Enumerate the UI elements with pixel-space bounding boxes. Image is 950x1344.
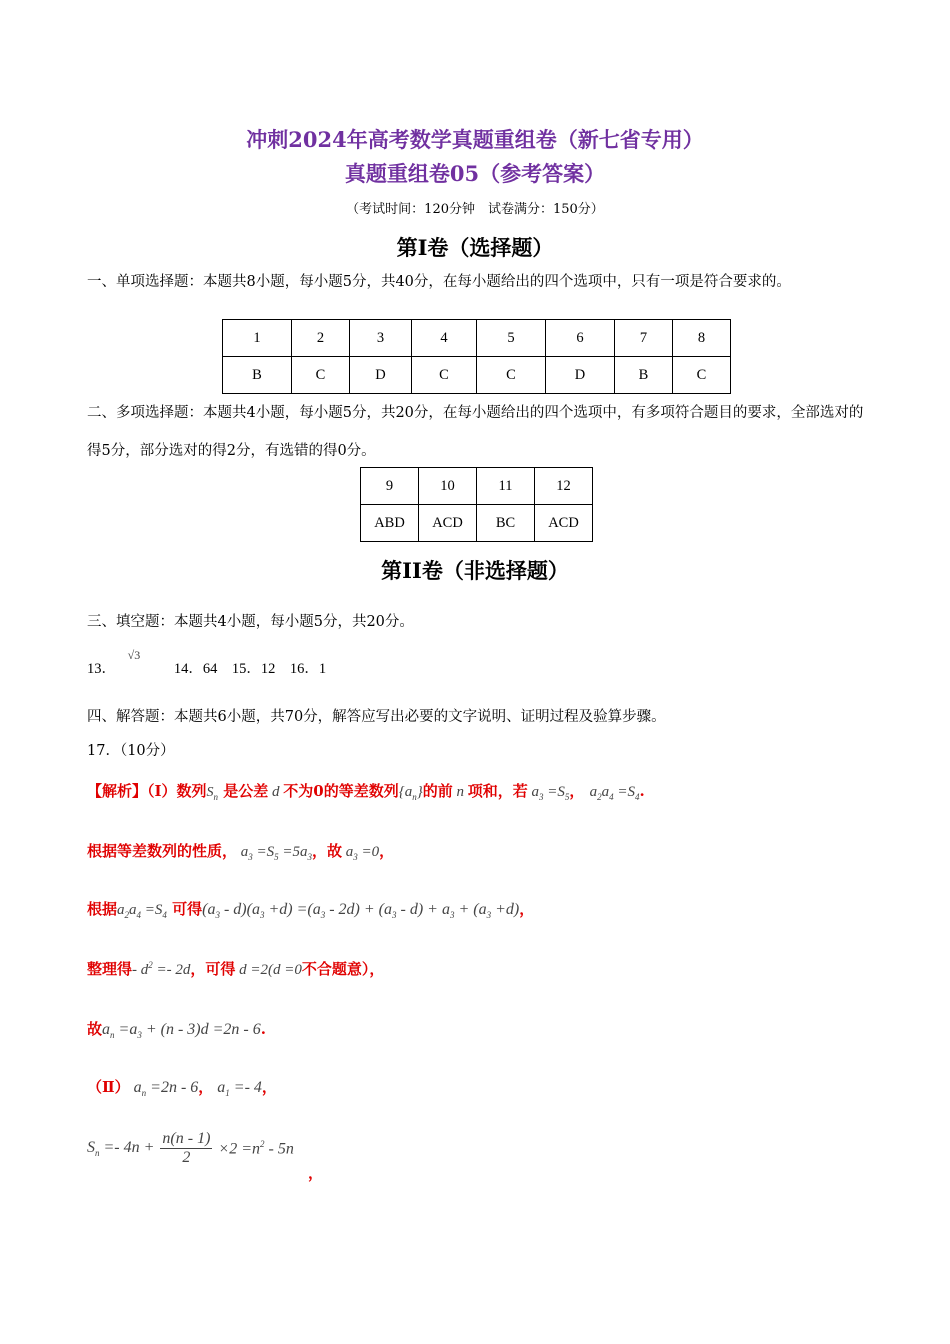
multi-choice-answers-row xyxy=(361,505,593,542)
fill-desc: 三、填空题：本题共4小题，每小题5分，共20分。 xyxy=(87,614,414,630)
q13-label: 13． xyxy=(87,661,116,677)
table-cell: 4 xyxy=(412,320,477,357)
math-neg-d2: - $d^2 =- 2d$ xyxy=(132,960,191,978)
text: 不为0的等差数列 xyxy=(283,782,399,800)
single-choice-answers-row xyxy=(223,357,731,394)
table-cell: C xyxy=(673,357,731,394)
table-cell: 2 xyxy=(292,320,350,357)
table-cell: 10 xyxy=(419,468,477,505)
text: ， xyxy=(198,1078,214,1096)
text: 故 xyxy=(87,1020,103,1038)
text: 根据 xyxy=(87,900,118,918)
table-cell: ACD xyxy=(419,505,477,542)
q17-line-7-math: $S_n =- 4n$ + $\frac{n(n - 1)}{2}$ $\times 2 =n^2 - 5n$ xyxy=(87,1130,294,1166)
q17-line-4 xyxy=(87,958,384,979)
table-cell: B xyxy=(615,357,673,394)
q17-line-5 xyxy=(87,1018,266,1040)
fill-answers xyxy=(87,648,867,682)
q13-sqrt3: √3 xyxy=(127,648,141,662)
q17-line-7-end: ， xyxy=(308,1164,324,1182)
math-d: d xyxy=(268,784,284,800)
table-cell: 9 xyxy=(361,468,419,505)
title-line-1: 冲刺2024年高考数学真题重组卷（新七省专用） xyxy=(246,127,704,152)
q17-line-3 xyxy=(87,898,534,920)
math-a2a4-eq-S4: $a_2a_4 =S_4$ xyxy=(117,902,167,920)
table-cell: 8 xyxy=(673,320,731,357)
math-a3-eq-S5: $a_3 =S_5$ xyxy=(527,784,570,802)
text: 【解析】（Ⅰ）数列 xyxy=(87,782,207,800)
text: 是公差 xyxy=(223,782,269,800)
multi-choice-desc: 二、多项选择题：本题共4小题，每小题5分，共20分，在每小题给出的四个选项中，有多项符合题目的要求，全部选对的得5分，部分选对的得2分，有选错的得0分。 xyxy=(87,405,864,459)
math-n: n xyxy=(452,784,468,800)
table-cell: 1 xyxy=(223,320,292,357)
single-choice-desc: 一、单项选择题：本题共8小题，每小题5分，共40分，在每小题给出的四个选项中，只有一项是符合要求的。 xyxy=(87,274,791,290)
table-cell: ACD xyxy=(535,505,593,542)
math-Sn: $S_n$ xyxy=(206,785,219,802)
part2-title: 第II卷（非选择题） xyxy=(381,558,569,583)
multi-choice-table xyxy=(360,467,593,542)
table-cell: D xyxy=(350,357,412,394)
q17-line-6 xyxy=(87,1076,277,1098)
exam-info: （考试时间：120分钟 试卷满分：150分） xyxy=(346,202,604,217)
math-a3-eq-0: $a_3 =0$ xyxy=(342,844,380,862)
multi-choice-numbers-row xyxy=(361,468,593,505)
text: 整理得 xyxy=(87,960,133,978)
table-cell: C xyxy=(292,357,350,394)
table-cell: 6 xyxy=(546,320,615,357)
table-cell: 11 xyxy=(477,468,535,505)
text: ， xyxy=(569,782,585,800)
text: 根据等差数列的性质， xyxy=(87,842,238,860)
text: ，故 xyxy=(312,842,343,860)
q17-line-1 xyxy=(87,780,645,802)
text: 可得 xyxy=(172,900,203,918)
math-a3-eq-S5-eq-5a3: $a_3 =S_5 =5a_3$ xyxy=(237,844,313,862)
q17-header: 17．（10分） xyxy=(87,743,175,759)
table-cell: 3 xyxy=(350,320,412,357)
single-choice-numbers-row xyxy=(223,320,731,357)
table-cell: BC xyxy=(477,505,535,542)
solve-desc: 四、解答题：本题共6小题，共70分，解答应写出必要的文字说明、证明过程及验算步骤。 xyxy=(87,709,666,725)
math-an-eq: $a_n =2n - 6$ xyxy=(129,1079,199,1099)
text: 项和，若 xyxy=(467,782,528,800)
math-an-formula: $a_n =a_3 + (n - 3)d =2n - 6$ xyxy=(102,1021,261,1041)
text: . xyxy=(639,782,645,800)
text: （Ⅱ） xyxy=(87,1078,130,1096)
math-expansion: $(a_3 - d)(a_3 +d) =(a_3 - 2d) + (a_3 - d) + a_3 + (a_3 +d)$ xyxy=(202,901,520,921)
math-d-eq-2: d =2(d =0 xyxy=(235,962,302,978)
math-a1-eq: $a_1 =- 4$ xyxy=(213,1079,262,1099)
q17-line-2 xyxy=(87,840,394,862)
part1-title: 第I卷（选择题） xyxy=(396,235,554,260)
title-line-2: 真题重组卷05（参考答案） xyxy=(344,161,606,186)
table-cell: 5 xyxy=(477,320,546,357)
text: ， xyxy=(261,1078,277,1096)
text: 不合题意）， xyxy=(301,960,385,978)
table-cell: 7 xyxy=(615,320,673,357)
table-cell: C xyxy=(412,357,477,394)
table-cell: ABD xyxy=(361,505,419,542)
fill-answers-rest: 14．64 15．12 16．1 xyxy=(173,661,327,677)
text: ，可得 xyxy=(190,960,236,978)
table-cell: 12 xyxy=(535,468,593,505)
table-cell: B xyxy=(223,357,292,394)
text: ， xyxy=(379,842,395,860)
text: ， xyxy=(519,900,535,918)
table-cell: D xyxy=(546,357,615,394)
table-cell: C xyxy=(477,357,546,394)
math-an-set: $\{a_n\}$ xyxy=(398,784,423,802)
single-choice-table xyxy=(222,319,731,394)
text: . xyxy=(260,1020,266,1038)
text: 的前 xyxy=(422,782,453,800)
math-a2a4-eq-S4: $a_2a_4 =S_4$ xyxy=(589,784,640,802)
